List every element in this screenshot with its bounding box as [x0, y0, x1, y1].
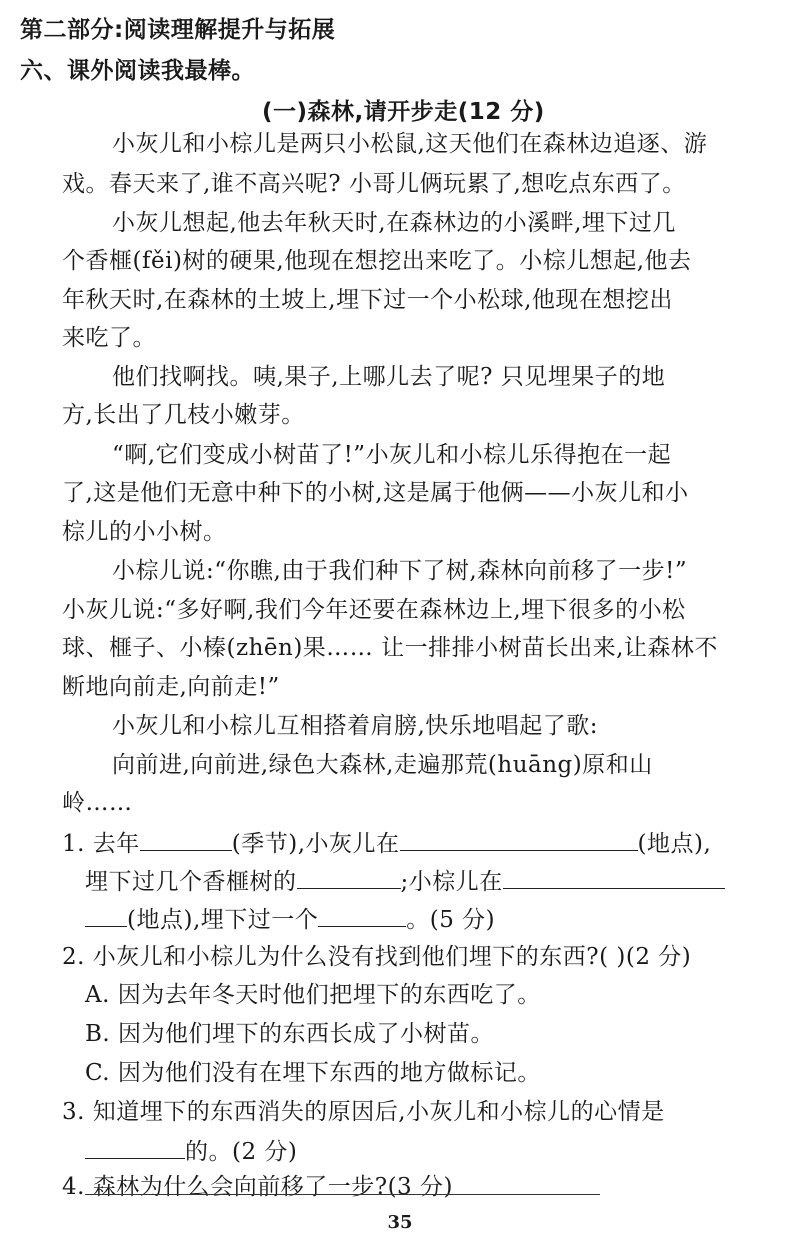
q1-text: ;小棕儿在	[400, 869, 503, 895]
passage-line: 棕儿的小小树。	[62, 519, 227, 545]
q3-stem: 3. 知道埋下的东西消失的原因后,小灰儿和小棕儿的心情是	[62, 1099, 665, 1125]
q4-answer-line[interactable]	[85, 1194, 600, 1195]
location-answer-blank[interactable]	[400, 826, 638, 851]
passage-line: 小灰儿和小棕儿互相搭着肩膀,快乐地唱起了歌:	[112, 713, 599, 739]
object-answer-blank[interactable]	[297, 864, 401, 889]
passage-line: 年秋天时,在森林的土坡上,埋下过一个小松球,他现在想挖出	[62, 287, 673, 313]
q1-text: 埋下过几个香榧树的	[85, 869, 297, 895]
passage-line: 小灰儿和小棕儿是两只小松鼠,这天他们在森林边追逐、游	[112, 131, 708, 157]
season-answer-blank[interactable]	[140, 826, 232, 851]
passage-line: 球、榧子、小榛(zhēn)果…… 让一排排小树苗长出来,让森林不	[62, 635, 718, 661]
passage-line: 小灰儿想起,他去年秋天时,在森林边的小溪畔,埋下过几	[112, 210, 676, 236]
passage-line: 小棕儿说:“你瞧,由于我们种下了树,森林向前移了一步!”	[112, 558, 688, 584]
passage-line: “啊,它们变成小树苗了!”小灰儿和小棕儿乐得抱在一起	[112, 442, 672, 468]
passage-line: 戏。春天来了,谁不高兴呢? 小哥儿俩玩累了,想吃点东西了。	[62, 171, 686, 197]
part-heading: 第二部分:阅读理解提升与拓展	[20, 17, 336, 43]
passage-line: 他们找啊找。咦,果子,上哪儿去了呢? 只见埋果子的地	[112, 364, 666, 390]
location-answer-blank-2a[interactable]	[503, 864, 725, 889]
passage-line: 断地向前走,向前走!”	[62, 674, 280, 700]
passage-line: 岭……	[62, 790, 133, 816]
passage-title: (一)森林,请开步走(12 分)	[262, 99, 545, 125]
q4-stem: 4. 森林为什么会向前移了一步?(3 分)	[62, 1174, 453, 1200]
location-answer-blank-2b[interactable]	[85, 902, 127, 927]
q1-text: (地点),埋下过一个	[127, 907, 319, 933]
section-heading: 六、课外阅读我最棒。	[20, 58, 255, 84]
passage-line: 来吃了。	[62, 325, 156, 351]
q2-option-a[interactable]: A. 因为去年冬天时他们把埋下的东西吃了。	[85, 982, 541, 1008]
passage-line: 个香榧(fěi)树的硬果,他现在想挖出来吃了。小棕儿想起,他去	[62, 248, 692, 274]
passage-line: 了,这是他们无意中种下的小树,这是属于他俩——小灰儿和小	[62, 480, 689, 506]
passage-line: 方,长出了几枝小嫩芽。	[62, 402, 305, 428]
q1-text: (地点),	[637, 831, 712, 857]
q1-text: (季节),小灰儿在	[231, 831, 400, 857]
q2-option-b[interactable]: B. 因为他们埋下的东西长成了小树苗。	[85, 1021, 495, 1047]
mood-answer-blank[interactable]	[85, 1134, 185, 1159]
q2-stem: 2. 小灰儿和小棕儿为什么没有找到他们埋下的东西?( )(2 分)	[62, 944, 692, 970]
q1-text: 1. 去年	[62, 831, 140, 857]
q2-option-c[interactable]: C. 因为他们没有在埋下东西的地方做标记。	[85, 1060, 541, 1086]
passage-line: 小灰儿说:“多好啊,我们今年还要在森林边上,埋下很多的小松	[62, 597, 686, 623]
q3-tail: 的。(2 分)	[185, 1139, 298, 1165]
page-number: 35	[387, 1212, 413, 1233]
object-answer-blank-2[interactable]	[318, 902, 406, 927]
passage-line: 向前进,向前进,绿色大森林,走遍那荒(huāng)原和山	[112, 752, 653, 778]
q1-text: 。(5 分)	[406, 907, 496, 933]
